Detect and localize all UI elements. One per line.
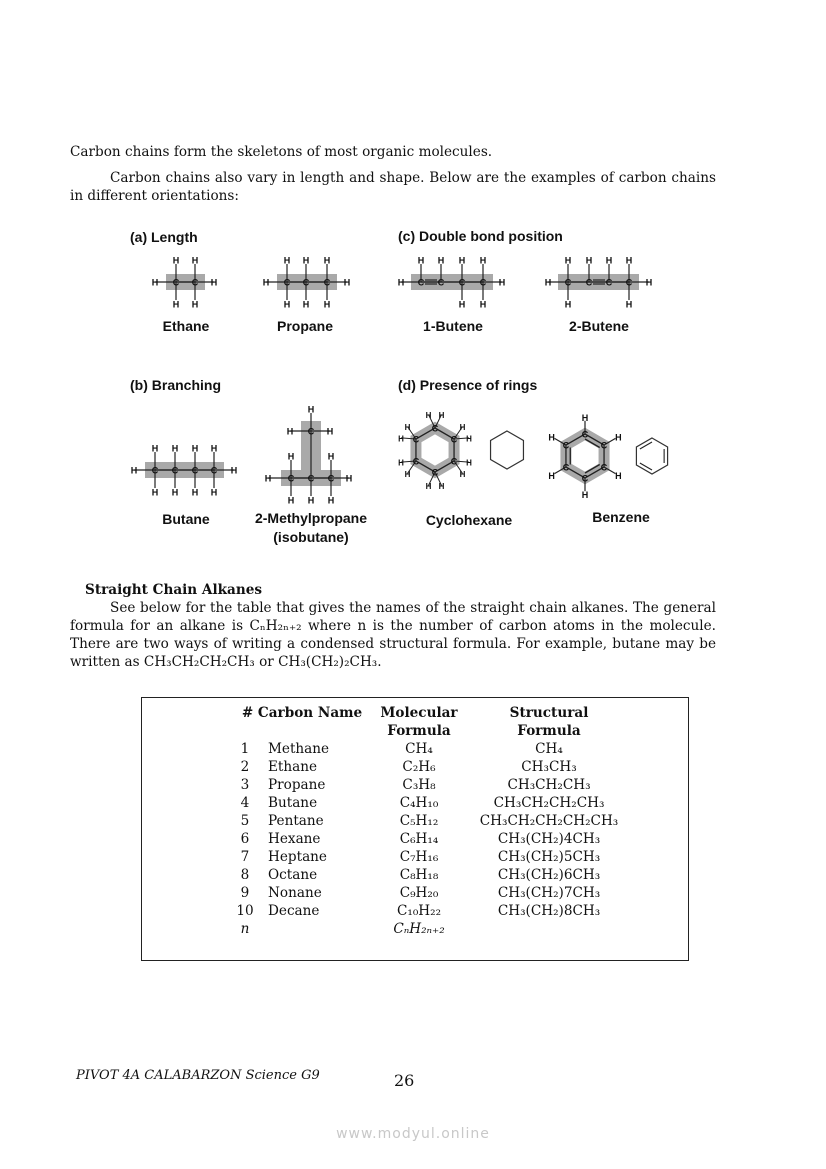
section-d-label: (d) Presence of rings [398,377,538,393]
hydrogen-atom: H [151,487,159,498]
hydrogen-atom: H [625,255,633,266]
carbon-count: 2 [240,759,250,775]
hydrogen-atom: H [458,299,466,310]
alkane-name: Methane [268,741,330,757]
alkanes-table [230,704,634,938]
column-header [230,722,374,740]
molecular-formula: C₉H₂₀ [399,885,439,901]
column-header: # Carbon Name [241,705,363,721]
hydrogen-atom: H [615,432,622,443]
carbon-count: 7 [240,849,250,865]
hydrogen-atom: H [191,255,199,266]
column-header: Formula [387,723,451,739]
carbon-count: 1 [240,741,250,757]
structural-formula: CH₃(CH₂)8CH₃ [497,903,601,919]
hydrogen-atom: H [172,255,180,266]
carbon-atom: C [307,473,315,484]
molecular-formula: CₙH₂ₙ₊₂ [393,921,445,937]
hydrogen-atom: H [210,487,218,498]
molecular-formula: C₆H₁₄ [399,831,439,847]
carbon-atom: C [302,277,310,288]
hydrogen-atom: H [459,469,466,479]
carbon-atom: C [450,434,458,445]
carbon-count: 5 [240,813,250,829]
alkane-name: Ethane [268,759,318,775]
table-row [230,776,634,794]
hydrogen-atom: H [283,299,291,310]
carbon-count: 4 [240,795,250,811]
carbon-atom: C [417,277,425,288]
section-b-label: (b) Branching [130,377,221,393]
carbon-atom: C [600,440,608,451]
table-header-row [230,722,634,740]
structural-formula: CH₃CH₃ [521,759,577,775]
hydrogen-atom: H [581,413,589,423]
hydrogen-atom: H [438,482,445,492]
hydrogen-atom: H [287,495,295,506]
carbon-atom: C [625,277,633,288]
hydrogen-atom: H [262,277,270,288]
hydrogen-atom: H [438,410,445,420]
carbon-count: 3 [240,777,250,793]
carbon-atom: C [431,423,439,434]
hydrogen-atom: H [283,255,291,266]
carbon-atom: C [450,456,458,467]
hydrogen-atom: H [397,277,405,288]
hydrogen-atom: H [615,470,622,481]
table-row [230,812,634,830]
butane-label: Butane [162,511,210,527]
carbon-atom: C [581,473,589,484]
hydrogen-atom: H [327,495,335,506]
alkanes-paragraph: See below for the table that gives the names of the straight chain alkanes. The general formula for an alkane is CₙH₂ₙ₊₂ where n is the number of carbon atoms in the molecule. There are two ways of writing a condensed structural formula. For example, butane may be written as CH₃CH₂CH₂CH₃ or CH₃(CH₂)₂CH₃. [70,600,716,670]
section-a-label: (a) Length [130,229,198,245]
2-butene-label: 2-Butene [569,318,629,334]
hydrogen-atom: H [323,299,331,310]
hydrogen-atom: H [191,299,199,310]
propane-label: Propane [276,318,334,334]
hydrogen-atom: H [398,434,404,444]
hydrogen-atom: H [625,299,633,310]
table-header-row [230,704,634,722]
alkane-name: Nonane [268,885,322,901]
alkane-name: Propane [268,777,326,793]
hydrogen-atom: H [191,487,199,498]
hydrogen-atom: H [605,255,613,266]
carbon-atom: C [283,277,291,288]
carbon-atom: C [564,277,572,288]
hydrogen-atom: H [479,299,487,310]
hydrogen-atom: H [466,434,472,444]
hydrogen-atom: H [345,473,353,484]
table-row [230,920,634,938]
structural-formula [464,920,634,938]
hydrogen-atom: H [459,423,466,433]
carbon-atom: C [172,277,180,288]
alkane-name: Hexane [268,831,321,847]
hydrogen-atom: H [302,299,310,310]
table-row [230,902,634,920]
isobutane-label: (isobutane) [273,529,349,545]
page-number: 26 [394,1071,415,1090]
hydrogen-atom: H [307,495,315,506]
hydrogen-atom: H [437,255,445,266]
hydrogen-atom: H [302,255,310,266]
table-row [230,794,634,812]
bond [640,463,652,470]
carbon-atom: C [191,465,199,476]
table-row [230,740,634,758]
hydrogen-atom: H [171,443,179,454]
carbon-atom: C [581,429,589,440]
carbon-atom: C [605,277,613,288]
hydrogen-atom: H [326,426,334,437]
hydrogen-atom: H [404,469,411,479]
carbon-count: 8 [240,867,250,883]
ethane-label: Ethane [162,318,210,334]
bond [640,442,652,449]
hydrogen-atom: H [404,423,411,433]
molecular-formula: C₇H₁₆ [399,849,439,865]
carbon-atom: C [562,462,570,473]
section-heading: Straight Chain Alkanes [85,582,263,598]
hydrogen-atom: H [323,255,331,266]
hydrogen-atom: H [479,255,487,266]
intro-paragraph: Carbon chains also vary in length and shape. Below are the examples of carbon chains in different orientations: [70,170,716,204]
hydrogen-atom: H [398,458,404,468]
carbon-atom: C [479,277,487,288]
hydrogen-atom: H [151,277,159,288]
molecular-formula: C₁₀H₂₂ [396,903,442,919]
hydrogen-atom: H [564,255,572,266]
hydrogen-atom: H [498,277,506,288]
carbon-atom: C [562,440,570,451]
hydrogen-atom: H [264,473,272,484]
structural-formula: CH₃(CH₂)5CH₃ [497,849,601,865]
structural-formula: CH₃CH₂CH₂CH₃ [493,795,605,811]
table-row [230,848,634,866]
carbon-atom: C [431,467,439,478]
alkanes-table-box [141,697,689,961]
ring-highlight [566,434,604,478]
section-c-label: (c) Double bond position [398,228,563,244]
carbon-count: 9 [240,885,250,901]
hydrogen-atom: H [307,404,315,415]
carbon-atom: C [323,277,331,288]
cyclohexane-ring-icon [491,431,524,469]
carbon-chains-figure [0,0,826,560]
hydrogen-atom: H [564,299,572,310]
carbon-atom: C [151,465,159,476]
hydrogen-atom: H [425,410,432,420]
hydrogen-atom: H [210,277,218,288]
hydrogen-atom: H [585,255,593,266]
carbon-count: 6 [240,831,250,847]
cyclohexane-label: Cyclohexane [425,512,513,528]
carbon-atom: C [458,277,466,288]
alkane-name: Pentane [268,813,324,829]
carbon-atom: C [287,473,295,484]
carbon-atom: C [191,277,199,288]
hydrogen-atom: H [417,255,425,266]
hydrogen-atom: H [130,465,138,476]
carbon-atom: C [437,277,445,288]
carbon-atom: C [412,434,420,445]
alkane-name: Decane [268,903,320,919]
hydrogen-atom: H [548,470,555,481]
hydrogen-atom: H [544,277,552,288]
hydrogen-atom: H [287,451,295,462]
table-row [230,830,634,848]
alkane-name [260,920,374,938]
alkane-name: Heptane [268,849,327,865]
hydrogen-atom: H [548,432,555,443]
hydrogen-atom: H [645,277,653,288]
carbon-atom: C [171,465,179,476]
1-butene-label: 1-Butene [423,318,483,334]
carbon-count: n [240,921,250,937]
structural-formula: CH₃(CH₂)7CH₃ [497,885,601,901]
alkane-name: Octane [268,867,318,883]
structural-formula: CH₃(CH₂)6CH₃ [497,867,601,883]
watermark: www.modyul.online [336,1126,490,1142]
carbon-atom: C [585,277,593,288]
carbon-atom: C [307,426,315,437]
2-methylpropane-label: 2-Methylpropane [254,510,368,526]
carbon-atom: C [412,456,420,467]
intro-sentence: Carbon chains form the skeletons of most organic molecules. [70,144,493,160]
structural-formula: CH₃CH₂CH₃ [507,777,591,793]
molecular-formula: C₃H₈ [402,777,436,793]
table-row [230,758,634,776]
hydrogen-atom: H [286,426,294,437]
hydrogen-atom: H [210,443,218,454]
molecular-formula: C₄H₁₀ [399,795,439,811]
hydrogen-atom: H [327,451,335,462]
ring-highlight [416,428,454,472]
footer-source: PIVOT 4A CALABARZON Science G9 [76,1068,320,1083]
column-header: Formula [517,723,581,739]
hydrogen-atom: H [458,255,466,266]
molecular-formula: C₂H₆ [402,759,436,775]
table-row [230,884,634,902]
molecular-formula: C₈H₁₈ [399,867,439,883]
alkane-name: Butane [268,795,318,811]
hydrogen-atom: H [151,443,159,454]
hydrogen-atom: H [343,277,351,288]
carbon-atom: C [600,462,608,473]
hydrogen-atom: H [191,443,199,454]
benzene-ring-icon [636,438,667,474]
molecular-formula: CH₄ [405,741,433,757]
column-header: Molecular [380,705,458,721]
hydrogen-atom: H [425,482,432,492]
hydrogen-atom: H [466,458,472,468]
column-header: Structural [509,705,589,721]
carbon-atom: C [327,473,335,484]
carbon-atom: C [210,465,218,476]
hydrogen-atom: H [171,487,179,498]
structural-formula: CH₃CH₂CH₂CH₂CH₃ [479,813,619,829]
structural-formula: CH₃(CH₂)4CH₃ [497,831,601,847]
benzene-label: Benzene [592,509,650,525]
hydrogen-atom: H [230,465,238,476]
molecular-formula: C₅H₁₂ [399,813,439,829]
structural-formula: CH₄ [535,741,563,757]
carbon-count: 10 [236,903,254,919]
hydrogen-atom: H [172,299,180,310]
hydrogen-atom: H [581,490,589,500]
table-row [230,866,634,884]
